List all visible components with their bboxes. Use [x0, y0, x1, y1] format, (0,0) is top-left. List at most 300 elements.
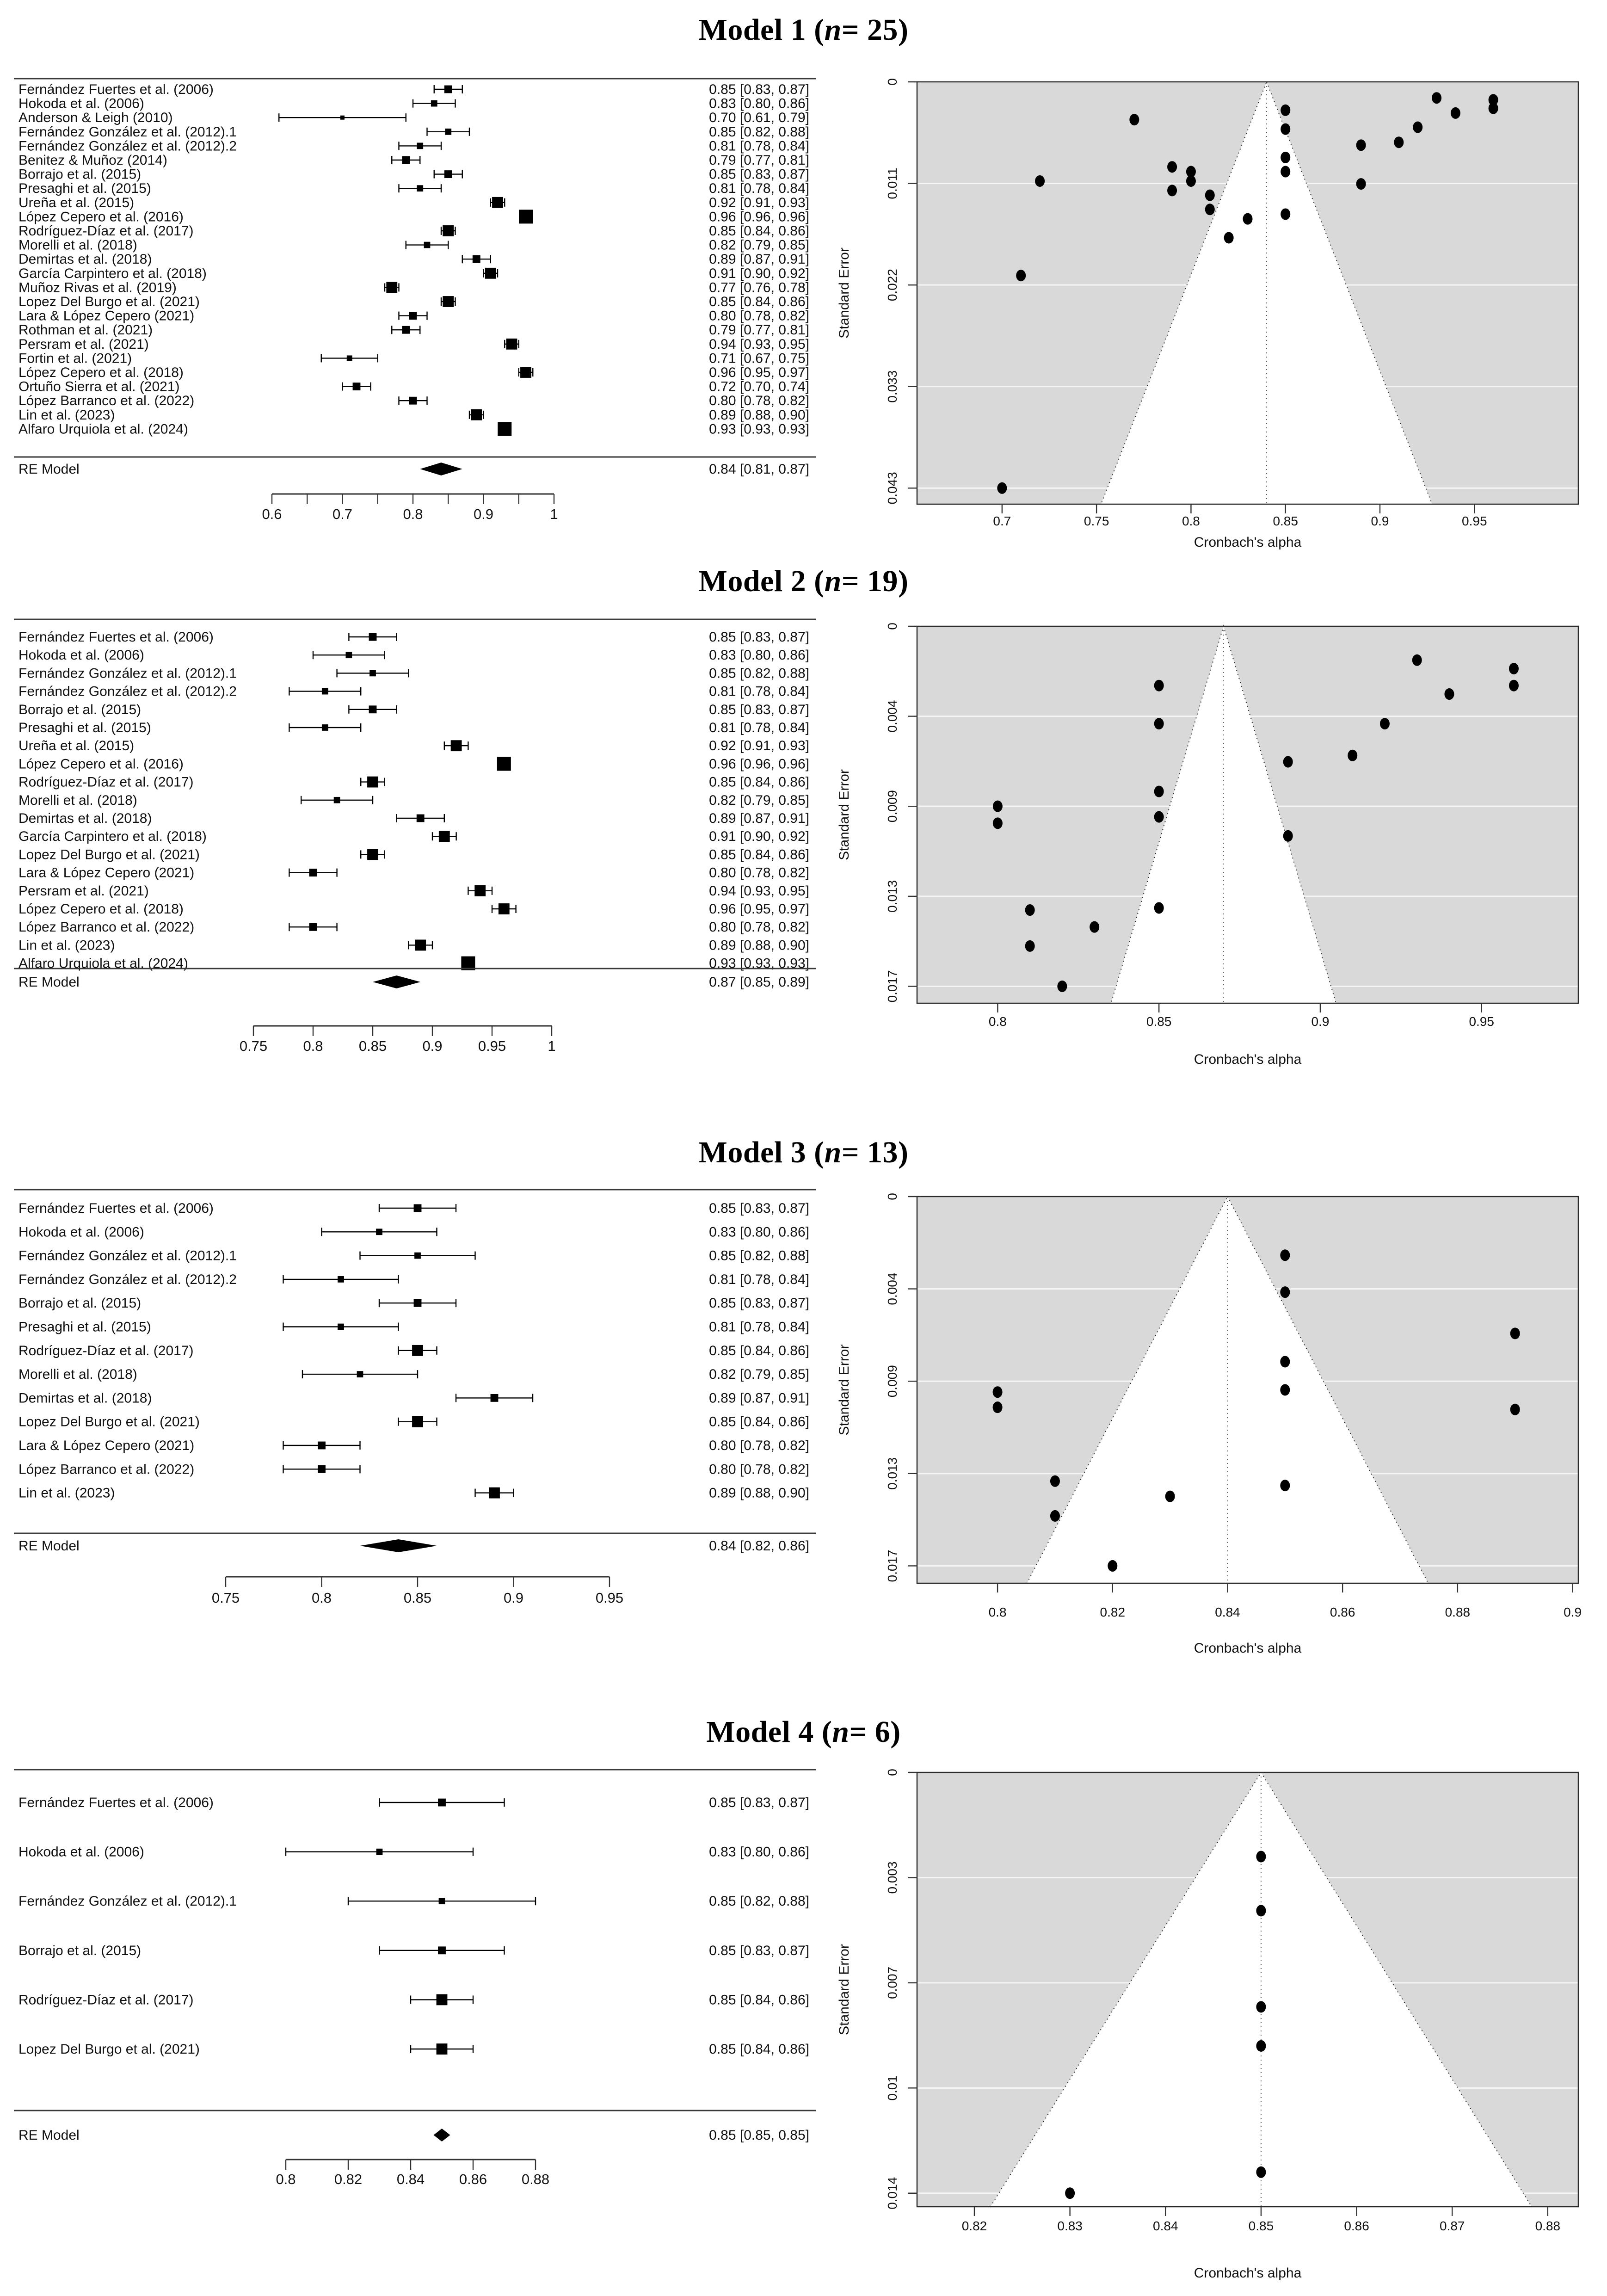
- x-axis-tick-label: 0.88: [1535, 2219, 1561, 2233]
- y-axis-tick-label: 0.004: [885, 1272, 899, 1305]
- study-label: Muñoz Rivas et al. (2019): [18, 280, 177, 296]
- study-row: [18, 1486, 809, 1501]
- study-estimate-text: 0.85 [0.82, 0.88]: [709, 1894, 809, 1909]
- funnel-point: [1025, 904, 1035, 916]
- study-row: [18, 252, 809, 267]
- funnel-point: [1090, 921, 1099, 933]
- funnel-point: [1394, 136, 1404, 148]
- funnel-point: [1256, 2040, 1266, 2052]
- funnel-point: [1154, 718, 1164, 729]
- funnel-point: [1413, 122, 1422, 133]
- model-3-section: [0, 1127, 1607, 1707]
- study-point-square: [353, 383, 361, 390]
- axis-tick-label: 0.9: [473, 506, 494, 522]
- axis-tick-label: 0.8: [311, 1590, 332, 1606]
- study-point-square: [439, 1898, 445, 1904]
- funnel-point: [1016, 270, 1026, 281]
- study-row: [18, 181, 809, 196]
- funnel-plot-model-1: [820, 60, 1606, 551]
- funnel-y-axis: [837, 1769, 917, 2210]
- y-axis-title: Standard Error: [837, 1344, 852, 1436]
- study-point-square: [322, 688, 328, 695]
- model-2-section: [0, 551, 1607, 1127]
- study-label: Borrajo et al. (2015): [18, 702, 142, 717]
- funnel-point: [1356, 139, 1366, 151]
- study-estimate-text: 0.82 [0.79, 0.85]: [709, 237, 809, 253]
- title-suffix: = 25): [841, 13, 909, 47]
- study-point-square: [357, 1371, 363, 1377]
- axis-tick-label: 0.85: [358, 1038, 387, 1054]
- funnel-point: [997, 482, 1007, 494]
- forest-plot-model-4: [13, 1758, 818, 2296]
- y-axis-title: Standard Error: [837, 1944, 852, 2035]
- title-n-italic: n: [832, 1715, 850, 1749]
- study-row: [18, 365, 809, 380]
- x-axis-tick-label: 0.8: [1182, 514, 1200, 528]
- study-point-square: [491, 1394, 499, 1402]
- model-3-plots-row: [0, 1178, 1607, 1707]
- y-axis-tick-label: 0.014: [885, 2177, 899, 2210]
- funnel-x-axis: [993, 504, 1487, 550]
- study-estimate-text: 0.85 [0.84, 0.86]: [709, 1414, 809, 1430]
- funnel-plot-model-4: [820, 1758, 1606, 2296]
- study-label: Rodríguez-Díaz et al. (2017): [18, 223, 194, 239]
- funnel-point: [993, 1401, 1003, 1413]
- study-estimate-text: 0.81 [0.78, 0.84]: [709, 1271, 809, 1287]
- study-point-square: [443, 296, 454, 307]
- funnel-point: [1154, 680, 1164, 691]
- study-estimate-text: 0.80 [0.78, 0.82]: [709, 1438, 809, 1453]
- study-estimate-text: 0.85 [0.83, 0.87]: [709, 82, 809, 97]
- study-estimate-text: 0.92 [0.91, 0.93]: [709, 195, 809, 210]
- study-estimate-text: 0.80 [0.78, 0.82]: [709, 393, 809, 409]
- title-suffix: = 13): [841, 1136, 909, 1169]
- funnel-point: [1256, 2001, 1266, 2012]
- funnel-point: [1205, 190, 1215, 201]
- study-point-square: [519, 210, 533, 223]
- re-model-label: RE Model: [18, 2128, 80, 2143]
- study-row: [18, 309, 809, 324]
- forest-x-axis: [262, 494, 558, 522]
- study-point-square: [424, 242, 431, 248]
- funnel-point: [1165, 1491, 1175, 1502]
- study-row: [18, 775, 809, 790]
- funnel-point: [1281, 208, 1290, 220]
- study-point-square: [412, 1416, 423, 1427]
- axis-tick-label: 0.88: [521, 2171, 550, 2187]
- study-label: Lopez Del Burgo et al. (2021): [18, 2042, 200, 2057]
- funnel-x-axis: [989, 1583, 1582, 1656]
- study-label: Ureña et al. (2015): [18, 195, 135, 210]
- study-label: Alfaro Urquiola et al. (2024): [18, 421, 188, 437]
- study-row: [18, 920, 809, 935]
- study-row: [18, 1414, 809, 1430]
- title-suffix: = 6): [849, 1715, 901, 1749]
- study-label: Morelli et al. (2018): [18, 237, 137, 253]
- y-axis-tick-label: 0.033: [885, 370, 899, 403]
- funnel-point: [1129, 114, 1139, 125]
- study-point-square: [444, 170, 452, 178]
- study-point-square: [497, 757, 511, 771]
- study-row: [18, 153, 809, 168]
- x-axis-tick-label: 0.7: [993, 514, 1011, 528]
- study-estimate-text: 0.85 [0.84, 0.86]: [709, 223, 809, 239]
- study-row: [18, 756, 809, 772]
- study-estimate-text: 0.85 [0.82, 0.88]: [709, 666, 809, 681]
- study-estimate-text: 0.83 [0.80, 0.86]: [709, 648, 809, 663]
- study-label: Fernández González et al. (2012).1: [18, 1894, 237, 1909]
- study-label: García Carpintero et al. (2018): [18, 265, 207, 281]
- axis-tick-label: 0.75: [211, 1590, 240, 1606]
- study-point-square: [506, 339, 517, 350]
- title-n-italic: n: [824, 1136, 842, 1169]
- model-2-plots-row: [0, 611, 1607, 1127]
- study-estimate-text: 0.70 [0.61, 0.79]: [709, 110, 809, 126]
- funnel-point: [1025, 940, 1035, 952]
- funnel-point: [1154, 811, 1164, 823]
- funnel-point: [1380, 718, 1390, 729]
- axis-tick-label: 1: [548, 1038, 556, 1054]
- study-estimate-text: 0.80 [0.78, 0.82]: [709, 920, 809, 935]
- y-axis-tick-label: 0.013: [885, 1457, 899, 1490]
- study-estimate-text: 0.83 [0.80, 0.86]: [709, 1224, 809, 1240]
- study-row: [18, 811, 809, 826]
- study-estimate-text: 0.89 [0.87, 0.91]: [709, 811, 809, 826]
- study-row: [18, 938, 809, 953]
- study-estimate-text: 0.96 [0.95, 0.97]: [709, 901, 809, 917]
- study-estimate-text: 0.85 [0.84, 0.86]: [709, 294, 809, 309]
- title-prefix: Model 1 (: [698, 13, 825, 47]
- study-estimate-text: 0.96 [0.96, 0.96]: [709, 209, 809, 225]
- study-label: López Cepero et al. (2018): [18, 365, 184, 380]
- study-label: Persram et al. (2021): [18, 336, 149, 352]
- study-point-square: [334, 797, 340, 803]
- y-axis-tick-label: 0.007: [885, 1966, 899, 1999]
- x-axis-tick-label: 0.84: [1153, 2219, 1178, 2233]
- study-label: García Carpintero et al. (2018): [18, 829, 207, 845]
- x-axis-title: Cronbach's alpha: [1194, 1052, 1302, 1067]
- study-row: [18, 630, 809, 645]
- study-point-square: [489, 1487, 500, 1499]
- study-label: Rodríguez-Díaz et al. (2017): [18, 1343, 194, 1358]
- funnel-point: [993, 1386, 1003, 1398]
- study-label: López Cepero et al. (2018): [18, 901, 184, 917]
- study-label: López Cepero et al. (2016): [18, 209, 184, 225]
- study-row: [18, 720, 809, 735]
- re-model-estimate-text: 0.84 [0.81, 0.87]: [709, 462, 809, 477]
- study-point-square: [414, 1299, 422, 1307]
- re-model-label: RE Model: [18, 975, 80, 990]
- y-axis-tick-label: 0.009: [885, 790, 899, 823]
- y-axis-tick-label: 0.017: [885, 1549, 899, 1582]
- study-estimate-text: 0.80 [0.78, 0.82]: [709, 308, 809, 324]
- x-axis-tick-label: 0.9: [1564, 1605, 1582, 1619]
- funnel-point: [1280, 1384, 1290, 1396]
- study-row: [18, 421, 809, 437]
- study-label: Demirtas et al. (2018): [18, 1390, 152, 1406]
- study-label: Borrajo et al. (2015): [18, 1296, 142, 1311]
- study-point-square: [485, 268, 496, 279]
- study-row: [18, 82, 809, 97]
- study-row: [18, 648, 809, 663]
- study-point-square: [318, 1465, 326, 1473]
- study-estimate-text: 0.81 [0.78, 0.84]: [709, 684, 809, 699]
- funnel-point: [1412, 654, 1422, 666]
- y-axis-tick-label: 0.003: [885, 1861, 899, 1894]
- study-estimate-text: 0.89 [0.88, 0.90]: [709, 1485, 809, 1501]
- study-row: [18, 138, 809, 154]
- re-model-estimate-text: 0.85 [0.85, 0.85]: [709, 2128, 809, 2143]
- x-axis-tick-label: 0.9: [1371, 514, 1389, 528]
- study-row: [18, 195, 809, 210]
- study-row: [18, 1296, 809, 1311]
- funnel-point: [1510, 1404, 1520, 1415]
- funnel-plot-model-2: [820, 611, 1606, 1127]
- study-label: Fernández Fuertes et al. (2006): [18, 1201, 214, 1216]
- x-axis-title: Cronbach's alpha: [1194, 1641, 1302, 1656]
- study-row: [18, 110, 809, 125]
- funnel-point: [1154, 786, 1164, 797]
- re-model-diamond: [373, 975, 420, 988]
- re-model-estimate-text: 0.84 [0.82, 0.86]: [709, 1538, 809, 1554]
- study-point-square: [445, 129, 451, 135]
- study-label: Anderson & Leigh (2010): [18, 110, 173, 126]
- study-row: [18, 738, 809, 753]
- study-estimate-text: 0.96 [0.95, 0.97]: [709, 365, 809, 380]
- study-estimate-text: 0.81 [0.78, 0.84]: [709, 138, 809, 154]
- funnel-point: [1256, 2166, 1266, 2178]
- study-point-square: [438, 1799, 446, 1807]
- study-row: [18, 2042, 809, 2057]
- study-estimate-text: 0.83 [0.80, 0.86]: [709, 96, 809, 111]
- study-label: López Barranco et al. (2022): [18, 1462, 195, 1477]
- study-label: Fernández Fuertes et al. (2006): [18, 82, 214, 97]
- study-label: Lopez Del Burgo et al. (2021): [18, 847, 200, 863]
- study-point-square: [318, 1442, 326, 1450]
- study-point-square: [386, 282, 397, 293]
- axis-tick-label: 0.9: [503, 1590, 524, 1606]
- funnel-point: [1205, 204, 1215, 215]
- title-prefix: Model 2 (: [698, 564, 825, 598]
- y-axis-tick-label: 0.011: [885, 167, 899, 199]
- study-row: [18, 379, 809, 395]
- study-estimate-text: 0.93 [0.93, 0.93]: [709, 421, 809, 437]
- study-label: Alfaro Urquiola et al. (2024): [18, 956, 188, 971]
- study-estimate-text: 0.89 [0.87, 0.91]: [709, 252, 809, 267]
- study-estimate-text: 0.81 [0.78, 0.84]: [709, 720, 809, 735]
- study-row: [18, 223, 809, 239]
- study-label: Presaghi et al. (2015): [18, 1319, 151, 1335]
- forest-plot-model-3: [13, 1178, 818, 1707]
- study-row: [18, 1224, 809, 1240]
- study-label: Borrajo et al. (2015): [18, 167, 142, 182]
- y-axis-tick-label: 0: [885, 1769, 899, 1776]
- study-label: Lin et al. (2023): [18, 407, 115, 423]
- funnel-point: [1280, 1249, 1290, 1261]
- study-estimate-text: 0.79 [0.77, 0.81]: [709, 153, 809, 168]
- funnel-point: [1451, 107, 1460, 119]
- study-row: [18, 666, 809, 681]
- study-label: Lara & López Cepero (2021): [18, 308, 195, 324]
- funnel-point: [1256, 1905, 1266, 1916]
- funnel-point: [1281, 123, 1290, 135]
- funnel-point: [1281, 152, 1290, 163]
- title-suffix: = 19): [841, 564, 909, 598]
- study-estimate-text: 0.85 [0.83, 0.87]: [709, 702, 809, 717]
- axis-tick-label: 0.8: [303, 1038, 323, 1054]
- funnel-x-axis: [989, 1003, 1494, 1067]
- study-row: [18, 407, 809, 423]
- funnel-point: [1050, 1510, 1060, 1522]
- study-estimate-text: 0.85 [0.84, 0.86]: [709, 2042, 809, 2057]
- study-label: Rothman et al. (2021): [18, 322, 153, 338]
- study-estimate-text: 0.85 [0.84, 0.86]: [709, 774, 809, 790]
- re-model-row: [18, 1538, 809, 1554]
- re-model-diamond: [434, 2129, 450, 2142]
- study-point-square: [474, 885, 486, 896]
- study-row: [18, 294, 809, 309]
- funnel-y-axis: [837, 1193, 917, 1582]
- funnel-point: [1167, 185, 1177, 196]
- study-point-square: [409, 397, 417, 405]
- study-row: [18, 96, 809, 111]
- funnel-point: [1509, 680, 1519, 691]
- re-model-label: RE Model: [18, 462, 80, 477]
- x-axis-tick-label: 0.83: [1057, 2219, 1083, 2233]
- study-point-square: [338, 1276, 344, 1283]
- y-axis-tick-label: 0.022: [885, 269, 899, 302]
- x-axis-tick-label: 0.85: [1273, 514, 1298, 528]
- funnel-point: [1489, 103, 1498, 114]
- study-label: Hokoda et al. (2006): [18, 1224, 144, 1240]
- funnel-point: [1510, 1327, 1520, 1339]
- study-row: [18, 1462, 809, 1477]
- re-model-label: RE Model: [18, 1538, 80, 1554]
- funnel-point: [1280, 1480, 1290, 1491]
- axis-tick-label: 0.95: [478, 1038, 506, 1054]
- study-estimate-text: 0.89 [0.88, 0.90]: [709, 407, 809, 423]
- x-axis-tick-label: 0.84: [1215, 1605, 1240, 1619]
- study-label: Presaghi et al. (2015): [18, 181, 151, 197]
- study-row: [18, 266, 809, 281]
- y-axis-tick-label: 0: [885, 1193, 899, 1200]
- x-axis-tick-label: 0.86: [1344, 2219, 1369, 2233]
- study-row: [18, 1201, 809, 1216]
- funnel-point: [1281, 166, 1290, 178]
- study-row: [18, 1367, 809, 1382]
- study-point-square: [402, 156, 410, 164]
- study-estimate-text: 0.94 [0.93, 0.95]: [709, 883, 809, 899]
- x-axis-tick-label: 0.95: [1469, 1014, 1494, 1029]
- study-label: Lopez Del Burgo et al. (2021): [18, 1414, 200, 1430]
- re-model-row: [18, 462, 809, 477]
- study-estimate-text: 0.83 [0.80, 0.86]: [709, 1844, 809, 1860]
- study-label: Presaghi et al. (2015): [18, 720, 151, 735]
- study-label: Lara & López Cepero (2021): [18, 865, 195, 881]
- study-point-square: [376, 1228, 382, 1235]
- study-label: Ureña et al. (2015): [18, 738, 135, 754]
- study-estimate-text: 0.89 [0.87, 0.91]: [709, 1390, 809, 1406]
- study-estimate-text: 0.85 [0.84, 0.86]: [709, 847, 809, 863]
- forest-plot-model-1: [13, 60, 818, 551]
- study-point-square: [369, 670, 376, 677]
- study-label: Fortin et al. (2021): [18, 351, 132, 366]
- study-estimate-text: 0.94 [0.93, 0.95]: [709, 336, 809, 352]
- study-point-square: [415, 940, 426, 951]
- study-row: [18, 1343, 809, 1358]
- study-row: [18, 1438, 809, 1453]
- study-estimate-text: 0.93 [0.93, 0.93]: [709, 956, 809, 971]
- study-label: Lopez Del Burgo et al. (2021): [18, 294, 200, 309]
- y-axis-tick-label: 0.017: [885, 970, 899, 1003]
- funnel-point: [1432, 92, 1441, 104]
- model-1-title: [0, 0, 1607, 60]
- x-axis-title: Cronbach's alpha: [1194, 2265, 1302, 2281]
- study-point-square: [437, 2043, 448, 2055]
- model-3-title: [0, 1127, 1607, 1178]
- study-row: [18, 1894, 809, 1909]
- study-label: Lara & López Cepero (2021): [18, 1438, 195, 1453]
- study-row: [18, 351, 809, 366]
- study-estimate-text: 0.85 [0.83, 0.87]: [709, 1201, 809, 1216]
- study-estimate-text: 0.85 [0.83, 0.87]: [709, 167, 809, 182]
- funnel-point: [1108, 1560, 1117, 1572]
- funnel-point: [993, 801, 1003, 812]
- y-axis-title: Standard Error: [837, 247, 852, 339]
- study-estimate-text: 0.85 [0.82, 0.88]: [709, 124, 809, 140]
- y-axis-tick-label: 0.009: [885, 1365, 899, 1398]
- study-row: [18, 1943, 809, 1958]
- study-label: López Cepero et al. (2016): [18, 756, 184, 772]
- study-point-square: [414, 1253, 421, 1259]
- axis-tick-label: 0.84: [396, 2171, 425, 2187]
- funnel-point: [1280, 1356, 1290, 1367]
- study-row: [18, 829, 809, 844]
- study-row: [18, 167, 809, 182]
- study-row: [18, 393, 809, 408]
- model-4-plots-row: [0, 1758, 1607, 2296]
- study-estimate-text: 0.85 [0.83, 0.87]: [709, 1296, 809, 1311]
- study-row: [18, 793, 809, 808]
- re-model-diamond: [360, 1539, 437, 1552]
- study-estimate-text: 0.77 [0.76, 0.78]: [709, 280, 809, 296]
- axis-tick-label: 0.8: [403, 506, 423, 522]
- forest-x-axis: [240, 1026, 556, 1054]
- x-axis-tick-label: 0.87: [1439, 2219, 1465, 2233]
- study-row: [18, 1272, 809, 1287]
- study-row: [18, 238, 809, 253]
- funnel-y-axis: [837, 623, 917, 1002]
- x-axis-title: Cronbach's alpha: [1194, 535, 1302, 550]
- study-point-square: [443, 225, 454, 236]
- study-row: [18, 209, 809, 224]
- study-estimate-text: 0.80 [0.78, 0.82]: [709, 1462, 809, 1477]
- funnel-point: [1280, 1286, 1290, 1298]
- study-label: Fernández González et al. (2012).2: [18, 138, 237, 154]
- study-point-square: [431, 100, 437, 107]
- study-point-square: [347, 355, 352, 361]
- study-row: [18, 684, 809, 699]
- study-point-square: [438, 1946, 446, 1954]
- study-point-square: [309, 923, 317, 931]
- study-point-square: [412, 1345, 423, 1356]
- funnel-x-axis: [962, 2207, 1560, 2281]
- funnel-point: [1283, 830, 1293, 842]
- model-1-section: [0, 0, 1607, 551]
- study-row: [18, 1992, 809, 2007]
- funnel-point: [1167, 161, 1177, 173]
- study-row: [18, 702, 809, 717]
